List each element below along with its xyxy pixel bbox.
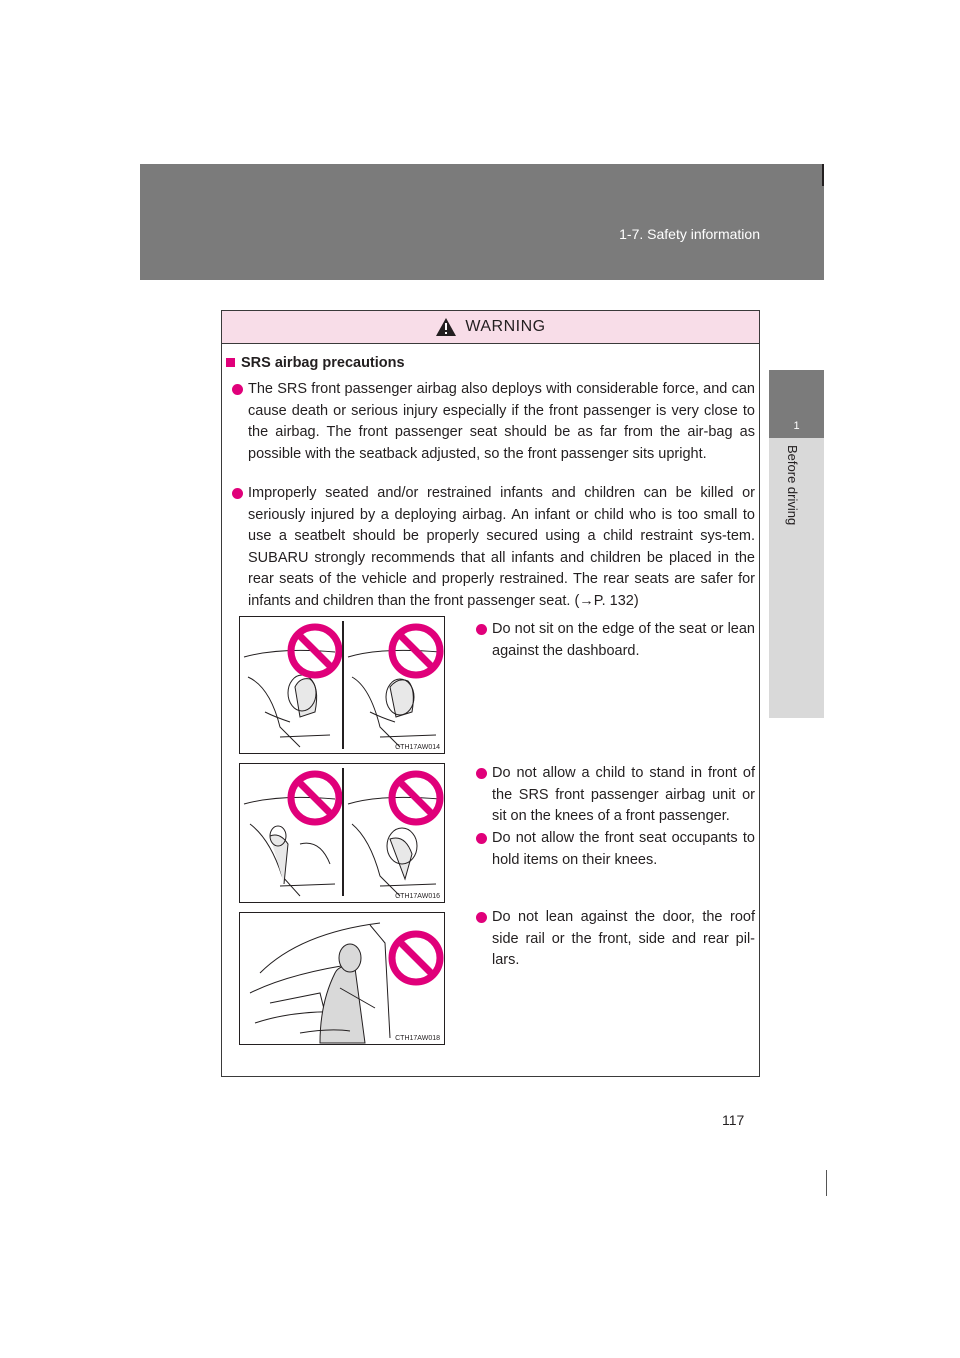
bullet-text: Do not lean against the door, the roof side rail or the front, side and rear pil-lars. — [492, 909, 755, 968]
page-number: 117 — [722, 1112, 745, 1128]
illustration-edge-of-seat — [239, 616, 445, 754]
chapter-number: 1 — [793, 420, 800, 432]
bullet-item — [492, 907, 755, 972]
figure-divider — [342, 621, 344, 749]
bullet-dot-icon — [232, 488, 243, 499]
figure-divider — [342, 768, 344, 896]
chapter-label: Before driving — [785, 445, 800, 526]
warning-title: WARNING — [465, 318, 546, 335]
prohibition-icon — [291, 774, 339, 822]
bullet-item — [492, 763, 755, 828]
car-interior-illustration — [240, 913, 444, 1044]
illustration-leaning-door — [239, 912, 445, 1045]
bullet-dot-icon — [476, 833, 487, 844]
illustration-child-standing — [239, 763, 445, 903]
warning-header — [222, 311, 759, 344]
bullet-item — [492, 619, 755, 662]
bullet-dot-icon — [476, 912, 487, 923]
bullet-dot-icon — [476, 768, 487, 779]
bullet-text: Improperly seated and/or restrained infants and children can be killed or seriously injured by a deploying airbag. An infant or child who is too small to use a seatbelt should be properly secured using a child restraint sys-tem. SUBARU strongly recommends that all infants and children be placed in the rear seats of the vehicle and properly restrained. The rear seats are safer for infants and children than the front passenger seat. (→P. 132) — [248, 485, 755, 609]
bullet-item — [492, 828, 755, 871]
prohibition-icon — [392, 934, 440, 982]
warning-box — [221, 310, 760, 1077]
figure-code: CTH17AW014 — [395, 744, 440, 751]
bullet-text: Do not allow a child to stand in front of the SRS front passenger airbag unit or sit on the knees of a front passenger. — [492, 765, 755, 824]
section-heading — [226, 355, 405, 371]
bullet-item — [248, 483, 755, 612]
bullet-dot-icon — [476, 624, 487, 635]
warning-triangle-icon — [435, 317, 457, 337]
bullet-text: Do not sit on the edge of the seat or lean against the dashboard. — [492, 621, 755, 659]
bullet-item — [248, 379, 755, 465]
header-band — [140, 164, 824, 280]
prohibition-icon — [291, 627, 339, 675]
chapter-tab — [769, 370, 824, 438]
heading-square-icon — [226, 358, 235, 367]
section-title: 1-7. Safety information — [619, 226, 760, 242]
heading-text: SRS airbag precautions — [241, 355, 405, 371]
bullet-dot-icon — [232, 384, 243, 395]
header-tick — [822, 164, 824, 186]
figure-code: CTH17AW016 — [395, 893, 440, 900]
figure-code: CTH17AW018 — [395, 1035, 440, 1042]
bullet-text: The SRS front passenger airbag also deploys with considerable force, and can cause death or serious injury especially if the front passenger is very close to the airbag. The front passenger seat should be as far from the air-bag as possible with the seatback adjusted, so the front passenger sits upright. — [248, 381, 755, 462]
margin-mark — [826, 1170, 827, 1196]
bullet-text: Do not allow the front seat occupants to hold items on their knees. — [492, 830, 755, 868]
